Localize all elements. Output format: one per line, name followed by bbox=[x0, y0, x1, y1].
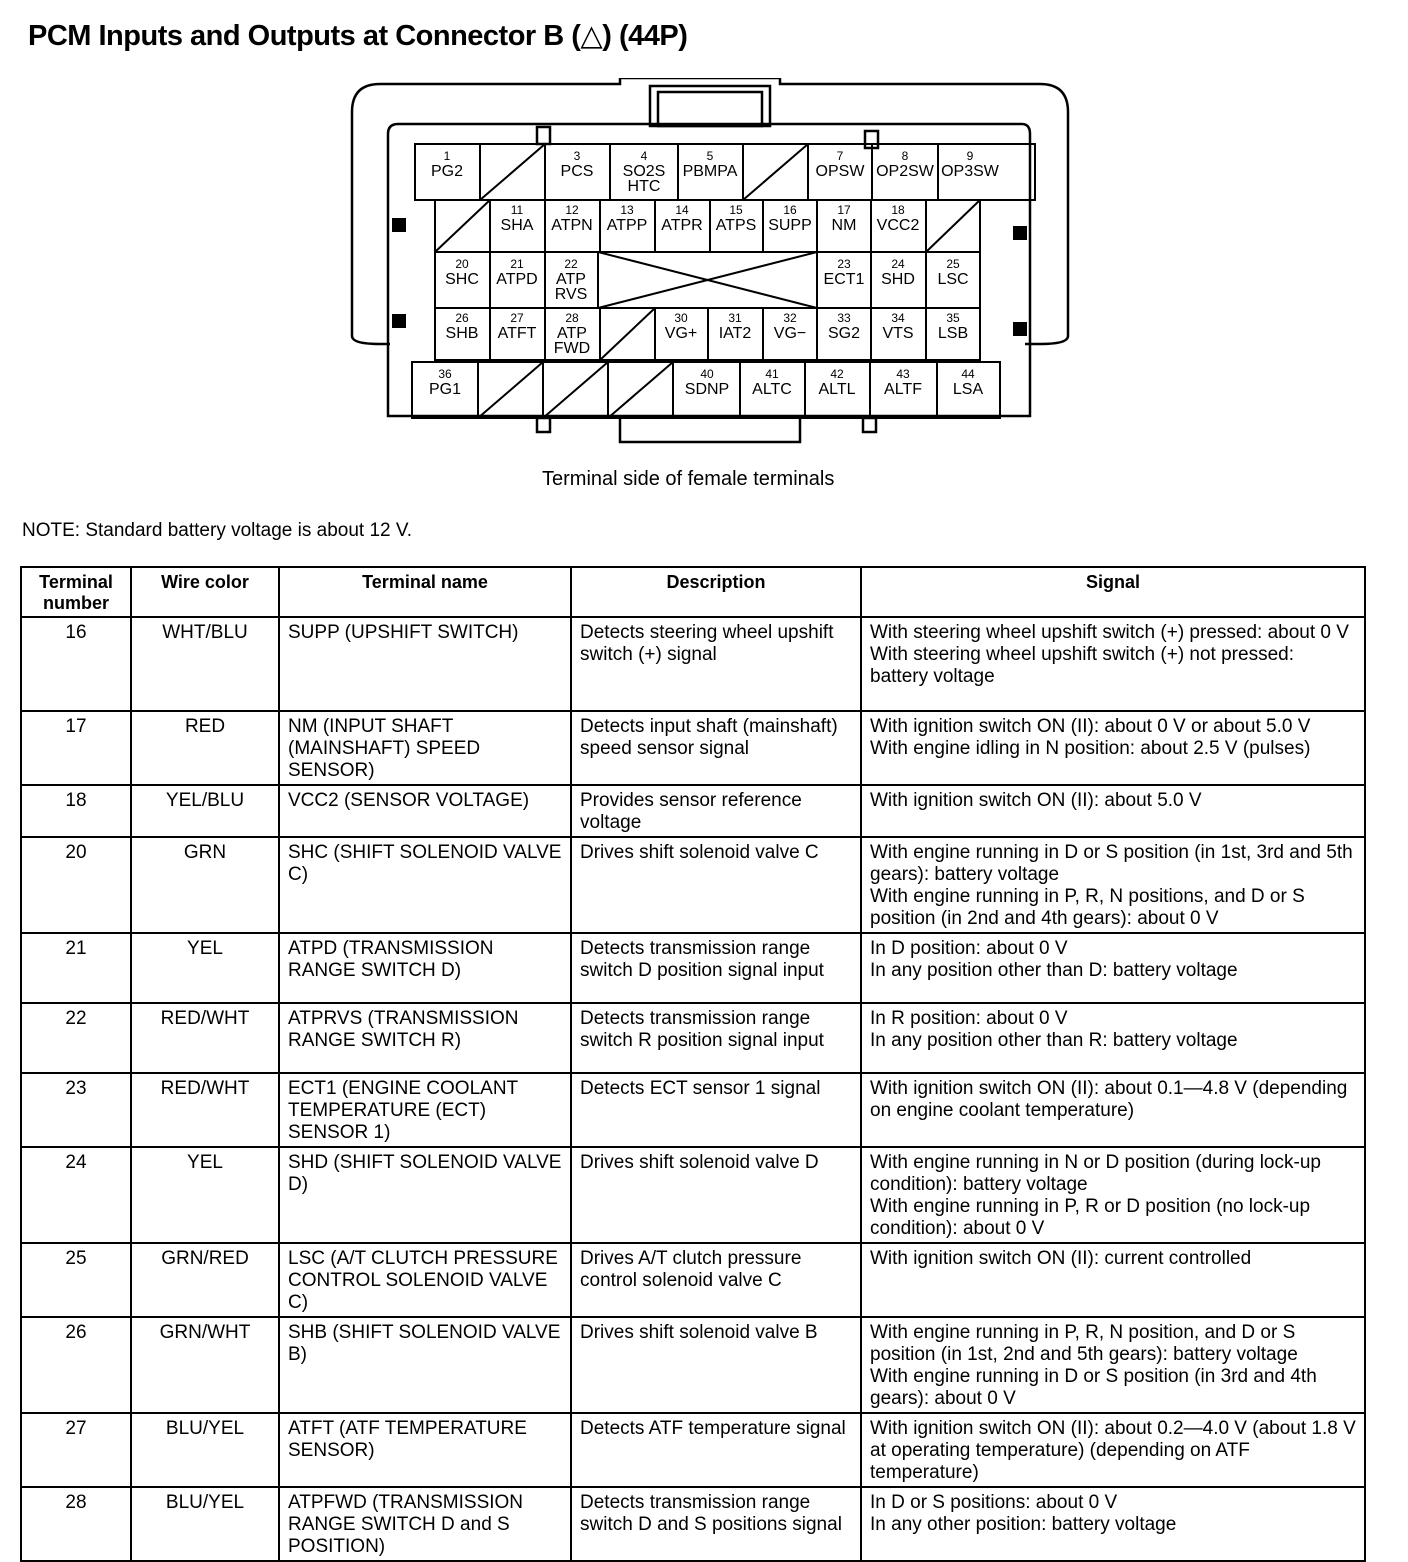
signal-line: With ignition switch ON (II): about 0.1—4.8 V (depending on engine coolant temperature) bbox=[870, 1078, 1348, 1121]
table-row bbox=[21, 1413, 1365, 1487]
connector-pin-40 bbox=[685, 367, 729, 398]
pin-label: ATPN bbox=[551, 217, 593, 234]
signal-line: In any position other than R: battery voltage bbox=[870, 1030, 1238, 1051]
terminal-table bbox=[20, 566, 1366, 1562]
pin-number: 24 bbox=[891, 257, 905, 271]
description-cell: Drives shift solenoid valve C bbox=[571, 837, 861, 933]
pin-label: PBMPA bbox=[682, 163, 738, 180]
pin-label: SHD bbox=[881, 271, 915, 288]
triangle-icon: △ bbox=[580, 20, 603, 52]
terminal-number-cell: 18 bbox=[21, 785, 131, 837]
table-row bbox=[21, 1243, 1365, 1317]
terminal-name-cell: ATPFWD (TRANSMISSION RANGE SWITCH D and S POSITION) bbox=[279, 1487, 571, 1561]
terminal-number-cell: 17 bbox=[21, 711, 131, 785]
terminal-name-cell: ATPRVS (TRANSMISSION RANGE SWITCH R) bbox=[279, 1003, 571, 1073]
signal-line: With engine running in D or S position (in 1st, 3rd and 5th gears): battery voltage bbox=[870, 842, 1353, 885]
table-row bbox=[21, 785, 1365, 837]
pin-number: 16 bbox=[783, 203, 797, 217]
table-row bbox=[21, 1487, 1365, 1561]
signal-cell bbox=[861, 1487, 1365, 1561]
pin-number: 14 bbox=[675, 203, 689, 217]
connector-pin-24 bbox=[881, 257, 915, 288]
pin-label: ATP bbox=[556, 271, 586, 288]
terminal-name-cell: NM (INPUT SHAFT (MAINSHAFT) SPEED SENSOR) bbox=[279, 711, 571, 785]
connector-pin-31 bbox=[719, 311, 752, 342]
description-cell: Detects transmission range switch D position signal input bbox=[571, 933, 861, 1003]
pin-number: 32 bbox=[783, 311, 797, 325]
signal-cell bbox=[861, 1243, 1365, 1317]
signal-line: In any position other than D: battery voltage bbox=[870, 960, 1238, 981]
pin-label: VCC2 bbox=[876, 217, 920, 234]
pin-label: LSA bbox=[952, 381, 984, 398]
connector-pin-1 bbox=[431, 149, 463, 180]
signal-line: With engine running in N or D position (during lock-up condition): battery voltage bbox=[870, 1152, 1321, 1195]
wire-color-cell: GRN bbox=[131, 837, 279, 933]
terminal-name-cell: SUPP (UPSHIFT SWITCH) bbox=[279, 617, 571, 711]
pin-label: NM bbox=[831, 217, 857, 234]
pin-label: SO2S bbox=[622, 163, 666, 180]
description-cell: Detects ECT sensor 1 signal bbox=[571, 1073, 861, 1147]
wire-color-cell: YEL bbox=[131, 1147, 279, 1243]
table-row bbox=[21, 933, 1365, 1003]
connector-pin-36 bbox=[429, 367, 461, 398]
pin-number: 15 bbox=[729, 203, 743, 217]
pin-label: VTS bbox=[882, 325, 914, 342]
connector-pin-14 bbox=[661, 203, 702, 234]
table-row bbox=[21, 1003, 1365, 1073]
connector-pin-18 bbox=[877, 203, 920, 234]
connector-diagram bbox=[340, 78, 1080, 448]
pin-label: ATPR bbox=[661, 217, 703, 234]
pin-label: OP2SW bbox=[876, 163, 934, 180]
table-header-row bbox=[21, 567, 1365, 617]
pin-number: 35 bbox=[946, 311, 960, 325]
wire-color-cell: BLU/YEL bbox=[131, 1413, 279, 1487]
pin-label: VG− bbox=[773, 325, 807, 342]
connector-pin-44 bbox=[953, 367, 984, 398]
pin-number: 27 bbox=[510, 311, 524, 325]
signal-line: With engine running in P, R, N position, and D or S position (in 1st, 2nd and 5th gears): battery voltage bbox=[870, 1322, 1298, 1365]
signal-line: With engine running in D or S position (in 3rd and 4th gears): about 0 V bbox=[870, 1366, 1317, 1409]
description-cell: Provides sensor reference voltage bbox=[571, 785, 861, 837]
signal-cell bbox=[861, 1147, 1365, 1243]
description-cell: Detects transmission range switch R position signal input bbox=[571, 1003, 861, 1073]
signal-cell bbox=[861, 1073, 1365, 1147]
pin-label: ALTF bbox=[884, 381, 922, 398]
pin-number: 34 bbox=[891, 311, 905, 325]
pin-label-line2: RVS bbox=[554, 286, 588, 303]
pin-label: ATP bbox=[557, 325, 587, 342]
terminal-number-cell: 26 bbox=[21, 1317, 131, 1413]
connector-pin-13 bbox=[607, 203, 648, 234]
pin-label: ALTL bbox=[818, 381, 856, 398]
signal-cell bbox=[861, 1413, 1365, 1487]
pin-label: ATFT bbox=[497, 325, 537, 342]
pin-number: 25 bbox=[946, 257, 960, 271]
pin-label: ATPD bbox=[496, 271, 538, 288]
header-description: Description bbox=[571, 567, 861, 617]
pin-number: 22 bbox=[564, 257, 578, 271]
wire-color-cell: YEL/BLU bbox=[131, 785, 279, 837]
connector-pin-35 bbox=[938, 311, 968, 342]
connector-pin-3 bbox=[561, 149, 594, 180]
pin-number: 41 bbox=[765, 367, 779, 381]
pin-number: 8 bbox=[901, 149, 909, 163]
signal-line: With engine running in P, R or D position (no lock-up condition): about 0 V bbox=[870, 1196, 1311, 1239]
pin-label: SG2 bbox=[827, 325, 861, 342]
description-cell: Drives A/T clutch pressure control solenoid valve C bbox=[571, 1243, 861, 1317]
table-row bbox=[21, 1073, 1365, 1147]
pin-number: 11 bbox=[510, 203, 524, 217]
terminal-number-cell: 25 bbox=[21, 1243, 131, 1317]
description-cell: Drives shift solenoid valve B bbox=[571, 1317, 861, 1413]
pin-label: SHB bbox=[445, 325, 479, 342]
pin-number: 17 bbox=[837, 203, 851, 217]
pin-label-line2: FWD bbox=[553, 340, 591, 357]
wire-color-cell: RED bbox=[131, 711, 279, 785]
connector-pin-11 bbox=[501, 203, 534, 234]
wire-color-cell: YEL bbox=[131, 933, 279, 1003]
signal-line: With ignition switch ON (II): about 5.0 V bbox=[870, 790, 1202, 811]
connector-pin-25 bbox=[937, 257, 968, 288]
pin-label: OP3SW bbox=[941, 163, 999, 180]
wire-color-cell: BLU/YEL bbox=[131, 1487, 279, 1561]
pin-label: ATPP bbox=[606, 217, 648, 234]
terminal-name-cell: ATFT (ATF TEMPERATURE SENSOR) bbox=[279, 1413, 571, 1487]
table-row bbox=[21, 1147, 1365, 1243]
pin-label: SUPP bbox=[768, 217, 812, 234]
connector-pin-27 bbox=[498, 311, 537, 342]
signal-line: With steering wheel upshift switch (+) pressed: about 0 V bbox=[870, 622, 1349, 643]
terminal-name-cell: LSC (A/T CLUTCH PRESSURE CONTROL SOLENOID VALVE C) bbox=[279, 1243, 571, 1317]
table-row bbox=[21, 1317, 1365, 1413]
signal-cell bbox=[861, 933, 1365, 1003]
connector-pin-34 bbox=[882, 311, 913, 342]
pin-number: 4 bbox=[640, 149, 648, 163]
terminal-name-cell: SHB (SHIFT SOLENOID VALVE B) bbox=[279, 1317, 571, 1413]
connector-pin-17 bbox=[832, 203, 857, 234]
wire-color-cell: GRN/WHT bbox=[131, 1317, 279, 1413]
signal-line: With steering wheel upshift switch (+) not pressed: battery voltage bbox=[870, 644, 1294, 687]
header-terminal-name: Terminal name bbox=[279, 567, 571, 617]
pin-number: 21 bbox=[510, 257, 524, 271]
terminal-number-cell: 21 bbox=[21, 933, 131, 1003]
connector-pin-33 bbox=[828, 311, 860, 342]
connector-pin-32 bbox=[774, 311, 806, 342]
description-cell: Detects steering wheel upshift switch (+) signal bbox=[571, 617, 861, 711]
pin-number: 9 bbox=[966, 149, 974, 163]
terminal-name-cell: SHD (SHIFT SOLENOID VALVE D) bbox=[279, 1147, 571, 1243]
signal-cell bbox=[861, 711, 1365, 785]
signal-cell bbox=[861, 1003, 1365, 1073]
signal-line: In R position: about 0 V bbox=[870, 1008, 1068, 1029]
pin-number: 5 bbox=[706, 149, 714, 163]
connector-pin-12 bbox=[551, 203, 592, 234]
terminal-name-cell: VCC2 (SENSOR VOLTAGE) bbox=[279, 785, 571, 837]
connector-pin-7 bbox=[816, 149, 866, 180]
table-row bbox=[21, 837, 1365, 933]
pin-number: 13 bbox=[620, 203, 634, 217]
pin-label: LSB bbox=[937, 325, 969, 342]
terminal-number-cell: 16 bbox=[21, 617, 131, 711]
pin-label: OPSW bbox=[815, 163, 865, 180]
signal-line: With engine idling in N position: about 2.5 V (pulses) bbox=[870, 738, 1311, 759]
signal-line: With engine running in P, R, N positions, and D or S position (in 2nd and 4th gears): about 0 V bbox=[870, 886, 1305, 929]
connector-pin-41 bbox=[752, 367, 792, 398]
signal-line: In D or S positions: about 0 V bbox=[870, 1492, 1118, 1513]
terminal-name-cell: ATPD (TRANSMISSION RANGE SWITCH D) bbox=[279, 933, 571, 1003]
description-cell: Detects input shaft (mainshaft) speed sensor signal bbox=[571, 711, 861, 785]
pin-label: ECT1 bbox=[823, 271, 865, 288]
description-cell: Drives shift solenoid valve D bbox=[571, 1147, 861, 1243]
pin-number: 43 bbox=[896, 367, 910, 381]
connector-pin-9 bbox=[941, 149, 1000, 180]
connector-pin-30 bbox=[665, 311, 697, 342]
pin-label: PG2 bbox=[430, 163, 464, 180]
connector-pin-21 bbox=[496, 257, 537, 288]
pin-number: 12 bbox=[565, 203, 579, 217]
connector-pin-4 bbox=[623, 149, 666, 195]
signal-line: With ignition switch ON (II): current controlled bbox=[870, 1248, 1252, 1269]
pin-number: 1 bbox=[443, 149, 451, 163]
connector-pin-8 bbox=[876, 149, 935, 180]
pin-label: VG+ bbox=[664, 325, 698, 342]
terminal-name-cell: SHC (SHIFT SOLENOID VALVE C) bbox=[279, 837, 571, 933]
pin-number: 31 bbox=[728, 311, 742, 325]
pin-number: 28 bbox=[565, 311, 579, 325]
pin-label: PG1 bbox=[428, 381, 462, 398]
pin-number: 23 bbox=[837, 257, 851, 271]
header-wire-color: Wire color bbox=[131, 567, 279, 617]
connector-pin-23 bbox=[824, 257, 865, 288]
signal-cell bbox=[861, 837, 1365, 933]
connector-pin-28 bbox=[554, 311, 590, 357]
description-cell: Detects ATF temperature signal bbox=[571, 1413, 861, 1487]
pin-label: SDNP bbox=[684, 381, 730, 398]
pin-label: IAT2 bbox=[718, 325, 752, 342]
connector-pin-20 bbox=[445, 257, 479, 288]
terminal-number-cell: 24 bbox=[21, 1147, 131, 1243]
pin-number: 30 bbox=[674, 311, 688, 325]
pin-number: 36 bbox=[438, 367, 452, 381]
signal-line: With ignition switch ON (II): about 0 V or about 5.0 V bbox=[870, 716, 1311, 737]
pin-number: 26 bbox=[455, 311, 469, 325]
wire-color-cell: WHT/BLU bbox=[131, 617, 279, 711]
pin-number: 44 bbox=[961, 367, 975, 381]
connector-pin-42 bbox=[818, 367, 855, 398]
pin-number: 18 bbox=[891, 203, 905, 217]
connector-pin-22 bbox=[555, 257, 588, 303]
signal-line: With ignition switch ON (II): about 0.2—4.0 V (about 1.8 V at operating temperature) (depending on ATF temperature) bbox=[870, 1418, 1356, 1483]
terminal-number-cell: 22 bbox=[21, 1003, 131, 1073]
pin-label: PCS bbox=[560, 163, 594, 180]
table-row bbox=[21, 617, 1365, 711]
pin-number: 3 bbox=[573, 149, 581, 163]
header-terminal-number: Terminal number bbox=[21, 567, 131, 617]
pin-number: 40 bbox=[700, 367, 714, 381]
header-signal: Signal bbox=[861, 567, 1365, 617]
terminal-number-cell: 23 bbox=[21, 1073, 131, 1147]
pin-number: 7 bbox=[836, 149, 844, 163]
wire-color-cell: GRN/RED bbox=[131, 1243, 279, 1317]
description-cell: Detects transmission range switch D and S positions signal bbox=[571, 1487, 861, 1561]
pin-label: SHA bbox=[500, 217, 534, 234]
signal-cell bbox=[861, 785, 1365, 837]
connector-pin-16 bbox=[768, 203, 812, 234]
connector-pin-43 bbox=[884, 367, 922, 398]
wire-color-cell: RED/WHT bbox=[131, 1073, 279, 1147]
pin-label-line2: HTC bbox=[627, 178, 661, 195]
page-title: PCM Inputs and Outputs at Connector B (△) (44P) bbox=[28, 20, 688, 52]
connector-pin-5 bbox=[683, 149, 738, 180]
pin-label: SHC bbox=[445, 271, 479, 288]
terminal-number-cell: 28 bbox=[21, 1487, 131, 1561]
table-row bbox=[21, 711, 1365, 785]
pin-label: LSC bbox=[937, 271, 969, 288]
terminal-number-cell: 27 bbox=[21, 1413, 131, 1487]
note-text: NOTE: Standard battery voltage is about 12 V. bbox=[22, 520, 413, 541]
pin-label: ALTC bbox=[752, 381, 792, 398]
pin-label: ATPS bbox=[715, 217, 757, 234]
connector-pin-15 bbox=[716, 203, 757, 234]
pin-number: 33 bbox=[837, 311, 851, 325]
terminal-name-cell: ECT1 (ENGINE COOLANT TEMPERATURE (ECT) SENSOR 1) bbox=[279, 1073, 571, 1147]
signal-line: In any other position: battery voltage bbox=[870, 1514, 1177, 1535]
pin-number: 20 bbox=[455, 257, 469, 271]
signal-cell bbox=[861, 1317, 1365, 1413]
wire-color-cell: RED/WHT bbox=[131, 1003, 279, 1073]
signal-cell bbox=[861, 617, 1365, 711]
terminal-number-cell: 20 bbox=[21, 837, 131, 933]
connector-pin-26 bbox=[446, 311, 479, 342]
diagram-caption: Terminal side of female terminals bbox=[542, 468, 835, 490]
signal-line: In D position: about 0 V bbox=[870, 938, 1068, 959]
pin-number: 42 bbox=[830, 367, 844, 381]
